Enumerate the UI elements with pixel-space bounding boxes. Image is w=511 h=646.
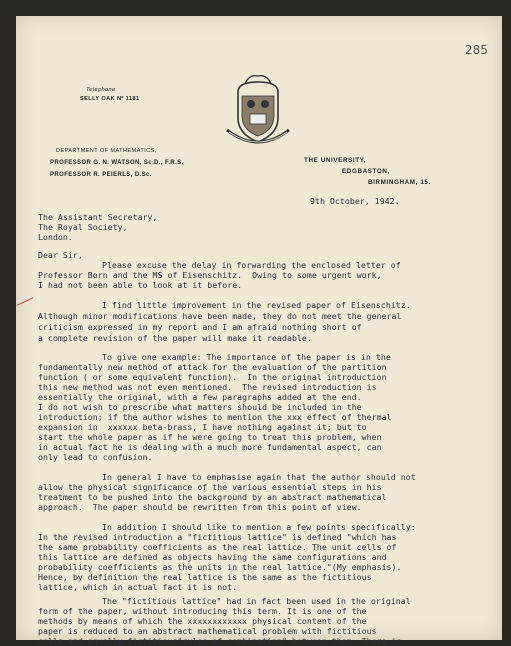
body-line: To give one example: The importance of the paper is in the <box>102 352 391 362</box>
body-line: a complete revision of the paper will make it readable. <box>38 333 312 343</box>
body-line: probability coefficients as the units in the real lattice."(My emphasis). <box>38 562 402 572</box>
body-line: fundamentally new method of attack for the evaluation of the partition <box>38 362 387 372</box>
body-line: this lattice are defined as objects having the same configurations and <box>38 552 387 562</box>
body-line: I find little improvement in the revised paper of Eisenschitz. <box>102 300 411 310</box>
body-line: In the revised introduction a "fictitious lattice" is defined "which has <box>38 532 397 542</box>
body-line: this new method was not even mentioned. The revised introduction is <box>38 382 377 392</box>
university-line-3: BIRMINGHAM, 15. <box>368 179 431 186</box>
body-line: essentially the original, with a few paragraphs added at the end. <box>38 392 362 402</box>
body-line: In addition I should like to mention a few points specifically: <box>102 522 416 532</box>
body-line: Please excuse the delay in forwarding the enclosed letter of <box>102 260 401 270</box>
body-line: approach. The paper should be rewritten from this point of view. <box>38 502 362 512</box>
university-crest-logo <box>223 72 293 150</box>
professor-watson: PROFESSOR G. N. WATSON, Sc.D., F.R.S. <box>50 160 184 166</box>
body-line: criticism expressed in my report and I am afraid nothing short of <box>38 322 362 332</box>
body-line: expansion in xxxxxx beta-brass, I have nothing against it; but to <box>38 422 367 432</box>
recipient-line-1: The Assistant Secretary, <box>38 212 158 222</box>
body-line: lattice, which in actual fact it is not. <box>38 582 238 592</box>
folio-number: 285 <box>465 43 488 57</box>
body-line: allow the physical significance of the various essential steps in his <box>38 482 382 492</box>
letter-date: 9th October, 1942. <box>310 196 400 206</box>
department-name: DEPARTMENT OF MATHEMATICS, <box>56 148 157 154</box>
body-line: The "fictitious lattice" had in fact been used in the original <box>102 596 411 606</box>
recipient-line-2: The Royal Society, <box>38 222 128 232</box>
letter-page <box>16 16 502 646</box>
body-line: cells and equally fictitious"rules of combination" between them. There is <box>38 636 402 646</box>
salutation: Dear Sir, <box>38 250 83 260</box>
university-line-2: EDGBASTON, <box>342 168 390 175</box>
telephone-number: SELLY OAK Nº 1181 <box>80 96 140 102</box>
body-line: Professor Born and the MS of Eisenschitz. Owing to some urgent work, <box>38 270 382 280</box>
body-line: paper is reduced to an abstract mathematical problem with fictitious <box>38 626 377 636</box>
body-line: start the whole paper as if he were going to treat this problem, when <box>38 432 382 442</box>
body-line: treatment to be pushed into the background by an abstract mathematical <box>38 492 387 502</box>
body-line: introduction; if the author wishes to mention the xxx effect of thermal <box>38 412 392 422</box>
body-line: in actual fact he is dealing with a much more fundamental aspect, can <box>38 442 382 452</box>
body-line: form of the paper, without introducing this term. It is one of the <box>38 606 367 616</box>
body-line: function ( or some equivalent function). In the original introduction <box>38 372 387 382</box>
body-line: Although minor modifications have been made, they do not meet the general <box>38 311 402 321</box>
professor-peierls: PROFESSOR R. PEIERLS, D.Sc. <box>50 172 152 178</box>
body-line: only lead to confusion. <box>38 452 153 462</box>
body-line: Hence, by definition the real lattice is the same as the fictitious <box>38 572 372 582</box>
body-line: I do not wish to prescribe what matters should be included in the <box>38 402 362 412</box>
body-line: methods by means of which the xxxxxxxxxxxx physical content of the <box>38 616 367 626</box>
body-line: In general I have to emphasise again that the author should not <box>102 472 416 482</box>
university-line-1: THE UNIVERSITY, <box>304 157 367 164</box>
recipient-line-3: London. <box>38 232 73 242</box>
telephone-label: Telephone <box>86 87 116 93</box>
body-line: the same probability coefficients as the real lattice. The unit cells of <box>38 542 397 552</box>
body-line: I had not been able to look at it before. <box>38 280 243 290</box>
margin-pencil-mark <box>17 297 34 306</box>
